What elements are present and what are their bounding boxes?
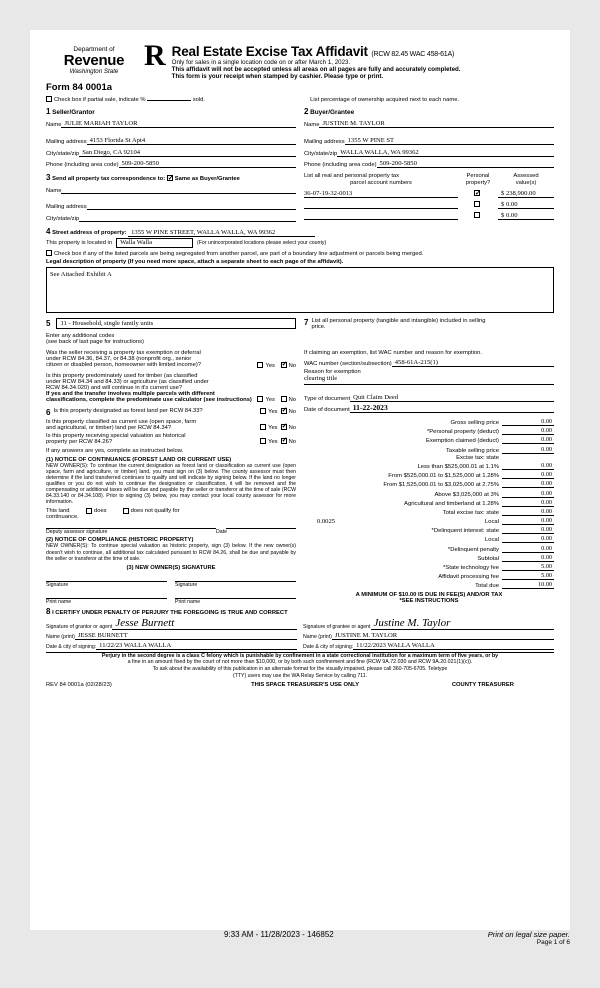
buyer-citystatezip[interactable]: WALLA WALLA, WA 99362 [337,149,554,157]
buyer-mailing-label: Mailing address [304,139,345,145]
parcel-heading-2: parcel account numbers [350,179,412,186]
doc-date-label: Date of document [304,407,350,413]
sec7-num: 7 [304,317,309,327]
same-as-buyer-label: Same as Buyer/Grantee [174,176,240,182]
seller-citystatezip-label: City/state/zip [46,150,80,157]
rev-number: REV 84 0001a (02/28/23) [46,682,112,689]
sec6-q3-yes-checkbox[interactable] [260,438,266,444]
sec5-exemption-question [46,350,296,369]
money-value[interactable]: 0.00 [502,517,554,525]
sec6-print-label-1: Print name [46,598,72,605]
doc-type-label: Type of document [304,395,351,402]
money-label: Agricultural and timberland at 1.28% [404,500,499,507]
money-label: Total due [475,583,499,590]
sec6-does: does [94,508,107,515]
sec6-n3-title: (3) NEW OWNER(S) SIGNATURE [126,564,216,571]
buyer-citystatezip-label: City/state/zip [304,150,338,157]
table-row [304,186,554,197]
wac-value[interactable]: 458-61A-215(1) [392,359,554,367]
buyer-num: 2 [304,107,309,116]
availability-line-2: (TTY) users may use the WA Relay Service by calling 711. [232,672,368,679]
money-value[interactable]: 0.00 [502,471,554,479]
money-value[interactable]: 5.00 [502,572,554,580]
affidavit-page [30,30,570,930]
sec5-classified-no-label: No [288,396,296,403]
use-code-field[interactable]: 11 - Household, single family units [56,318,296,329]
partial-sale-checkbox[interactable] [46,96,52,102]
title-reference: (RCW 82.45 WAC 458-61A) [371,51,455,58]
money-value[interactable]: 0.00 [502,526,554,534]
parcel-personal-checkbox[interactable] [474,190,480,196]
parcel-assessed[interactable]: $ 0.00 [498,197,554,208]
availability-line-1: To ask about the availability of this publication in an alternate format for the visually impaired, please call 360-705-6705. Teletype [152,666,448,673]
sec4-heading: Street address of property: [52,229,127,236]
sec6-date-label: Date [216,529,227,536]
buyer-name[interactable]: JUSTINE M. TAYLOR [319,120,554,128]
money-label: Above $3,025,000 at 3% [434,491,499,498]
seller-phone[interactable]: 509-200-5850 [119,160,296,168]
parcel-number[interactable]: 36-07-19-32-0013 [304,186,458,197]
sec6-does-not: does not qualify for [130,508,180,515]
sec6-q1-yes-checkbox[interactable] [260,408,266,414]
sec4-address[interactable]: 1355 W PINE STREET, WALLA WALLA, WA 99362 [128,229,315,237]
money-value[interactable]: 0.00 [502,427,554,435]
legal-description-box[interactable] [46,267,554,313]
sec6-q3-2: property per RCW 84.26? [46,438,113,445]
parcel-personal-checkbox[interactable] [474,212,480,218]
sec6-sig-label-2: Signature [175,581,198,588]
parcel-rows [304,186,554,219]
page-indicator: Page 1 of 6 [536,939,570,946]
sec6-assessor-sig-label: Deputy assessor signature [46,529,108,536]
page-title [172,44,554,59]
header-sub2: This affidavit will not be accepted unless all areas on all pages are fully and accurately completed. [171,66,461,73]
parcel-assessed[interactable]: $ 238,900.00 [498,186,554,197]
money-label: Excise tax: state [456,454,499,461]
sec6-thisland: This land [46,508,70,515]
minimum-note-2: *SEE INSTRUCTIONS [399,598,459,605]
parcel-col-assessed-2: value(s) [515,179,537,186]
grantor-date-label: Date & city of signing: [46,643,97,650]
money-value[interactable]: 0.00 [502,490,554,498]
sec5-exempt-no-label: No [288,362,296,369]
availability-notice [46,666,554,679]
minimum-note-1: A MINIMUM OF $10.00 IS DUE IN FEE(S) AND/OR TAX [355,592,503,599]
parcel-number[interactable] [304,197,458,208]
sec3-citystatezip-label: City/state/zip [46,215,80,222]
sec7-exempt-label: If claiming an exemption, list WAC number and reason for exemption. [304,349,482,356]
money-value[interactable]: 0.00 [502,535,554,543]
sec8-heading: I CERTIFY UNDER PENALTY OF PERJURY THE FOREGOING IS TRUE AND CORRECT [52,609,288,616]
sec7-heading-2: price. [311,323,326,330]
sec5-classified-no-checkbox[interactable] [281,396,287,402]
sec6-n2-body: NEW OWNER(S): To continue special valuation as historic property, sign (3) below. If the new owner(s) doesn't wish to continue, all additional tax calculated pursuant to RCW 84.26, shall be due and payable by the seller or transferor at the time of sale. [46,543,296,562]
section-seller [46,107,296,168]
grantee-print-name[interactable]: JUSTINE M. TAYLOR [332,632,554,640]
title-text: Real Estate Excise Tax Affidavit [171,44,368,59]
sec6-q1: Is this property designated as forest land per RCW 84.33? [53,407,203,414]
sec3-mailing-label: Mailing address [46,204,87,210]
wac-label: WAC number (section/subsection) [304,361,392,367]
parcel-col-assessed-1: Assessed [513,173,539,179]
sec3-citystatezip[interactable] [79,221,296,222]
header-sub1: Only for sales in a single location code on or after March 1, 2023. [171,59,351,66]
grantee-date-label: Date & city of signing: [303,643,354,650]
form-number: Form 84 0001a [46,82,113,93]
sec7-heading-1: List all personal property (tangible and intangible) included in selling [311,317,486,324]
money-value[interactable]: 0.00 [502,554,554,562]
money-label: From $525,000.01 to $1,525,000 at 1.28% [388,473,499,480]
document-header [46,39,554,80]
sec3-name-label: Name [46,187,62,194]
money-label: Exemption claimed (deduct) [425,438,499,445]
money-value[interactable]: 0.00 [502,418,554,426]
sec8-num: 8 [46,606,51,616]
header-sub3: This form is your receipt when stamped by cashier. Please type or print. [171,73,384,80]
section-selling-price [304,318,554,605]
section-correspondence [46,173,296,222]
sec3-name[interactable] [61,193,296,194]
sec6-q1-no-checkbox[interactable] [281,408,287,414]
parcel-col-personal: Personal property? [465,173,491,186]
seller-mailing-label: Mailing address [46,139,87,145]
sec6-q2-no-checkbox[interactable] [281,424,287,430]
money-value[interactable]: 0.00 [502,480,554,488]
treasurer-space-label: THIS SPACE TREASURER'S USE ONLY [251,682,360,689]
print-note [488,930,570,946]
seller-name[interactable]: JULIE MARIAH TAYLOR [61,120,296,128]
sec5-q-classified-4: If yes and the transfer involves multiple parcels with different classifications, complete the predominate use calculator (see instructions) [46,390,252,403]
land-does-qualify-checkbox[interactable] [86,508,92,514]
section-use-code [46,318,296,329]
grantee-sig-label: Signature of grantee or agent [303,623,371,630]
same-as-buyer-checkbox[interactable] [167,175,173,181]
sec4-located-label: This property is located in [46,239,113,246]
money-value[interactable]: 0.00 [502,499,554,507]
partial-sale-row [46,96,310,103]
money-label: Subtotal [477,555,499,562]
money-label: Less than $525,000.01 at 1.1% [417,463,499,470]
grantor-print-label: Name (print) [46,633,75,640]
money-value[interactable]: 0.00 [502,545,554,553]
money-value[interactable]: 0.00 [502,446,554,454]
sec5-exempt-yes-checkbox[interactable] [257,362,263,368]
section-certification [46,607,554,650]
local-rate: 0.0025 [316,518,336,526]
sec5-q-classified-1: Is this property predominately used for timber (as classified [46,372,198,379]
doc-date-value[interactable]: 11-22-2023 [350,403,554,413]
money-label: *Delinquent penalty [447,546,499,553]
parcel-assessed[interactable]: $ 0.00 [498,208,554,219]
money-label: *State technology fee [442,565,499,571]
sec3-heading: Send all property tax correspondence to: [52,176,166,182]
money-label: Taxable selling price [445,447,499,454]
money-label: *Personal property (deduct) [426,429,499,436]
seller-name-label: Name [46,121,62,128]
sec5-q-classified-3: RCW 84.34.020) and will continue in it's current use? [46,384,183,391]
money-label: Gross selling price [450,420,499,426]
dept-line1: Department of [73,46,115,53]
sec5-classified-yes-checkbox[interactable] [257,396,263,402]
section-continuance: 6 Is this property designated as forest land per RCW 84.33? Yes ✓ No Is this property classified as current use (open space, farm and agricultural, or timber) land per RCW 84.34? Yes ✓ No Is this property receiving special valuation as historical property per RCW 84.26? Yes ✓ No If any answers are yes, complete as instructed below. (1) NOTICE OF CONTINUANCE (FOREST LAND OR CURRENT USE) NEW OWNER(S): To continue the current designation as forest land or classification as current use (open space, farm and agriculture, or timber) land, you must sign on (3) below. The county assessor must then determine if the land transferred continues to qualify and will indicate by signing below. If the land no longer qualifies or you do not wish to continue the designation or classification, it will be removed and the compensating or additional taxes will be due and payable by the seller or transferor at the time of sale (RCW 84.33.140 or 84.34.108). Prior to signing (3) below, you may contact your local county assessor for more information. This land does does not qualify for continuance. Deputy assessor signature Date (2) NOTICE OF COMPLIANCE (HISTORIC PROPERTY) NEW OWNER(S): To continue special valuation as historic property, sign (3) below. If the new owner(s) doesn't wish to continue, all additional tax calculated pursuant to RCW 84.26, shall be due and payable by the seller or transferor at the time of sale. (3) NEW OWNER(S) SIGNATURE Signature Signature Print name Print name [46,408,296,605]
sec5-q-exempt-3: citizen or disabled person, homeowner with limited income)? [46,361,201,368]
money-value[interactable]: 0.00 [502,508,554,516]
buyer-mailing[interactable]: 1355 W PINE ST [345,137,554,145]
sec6-q3-1: Is this property receiving special valuation as historical [46,432,186,439]
seller-citystatezip[interactable]: San Diego, CA 92104 [79,149,296,157]
buyer-heading: Buyer/Grantee [310,109,355,116]
section-buyer [304,107,554,168]
dept-line2: Revenue [63,52,125,69]
footer-row [46,682,554,688]
sec6-n1-body: NEW OWNER(S): To continue the current designation as forest land or classification as current use (open space, farm and agriculture, or timber) land, you must sign on (3) below. The county assessor must then determine if the land transferred continues to qualify and will indicate by signing below. If the land no longer qualifies or you do not wish to continue the designation or classification, it will be removed and the compensating or additional taxes will be due and payable by the seller or transferor at the time of sale (RCW 84.33.140 or 84.34.108). Prior to signing (3) below, you may contact your local county assessor for more information. [46,462,296,506]
seller-heading: Seller/Grantor [52,109,95,116]
sec6-q3-no-checkbox[interactable] [281,438,287,444]
grantor-date-city[interactable]: 11/22/23 WALLA WALLA [96,642,297,650]
sec6-sig-label-1: Signature [46,581,69,588]
sec6-num: 6 [46,407,51,417]
segregation-checkbox[interactable] [46,250,52,256]
sec4-legal-label: Legal description of property (If you need more space, attach a separate sheet to each page of the affidavit). [46,258,344,265]
grantee-print-label: Name (print) [303,633,332,640]
money-value[interactable]: 0.00 [502,462,554,470]
agency-logo [46,44,142,75]
buyer-name-label: Name [304,121,320,128]
money-label: Total excise tax: state [442,509,499,516]
sec6-n2-title: (2) NOTICE OF COMPLIANCE (HISTORIC PROPERTY) [46,537,194,544]
sec5-exempt-no-checkbox[interactable] [281,362,287,368]
money-label: From $1,525,000.01 to $3,025,000 at 2.75% [383,482,499,489]
parcel-personal-checkbox[interactable] [474,201,480,207]
sec6-q2-yes-checkbox[interactable] [260,424,266,430]
parcel-table [304,173,554,222]
sec5-q-exempt-2: under RCW 84.36, 84.37, or 84.38 (nonprofit org., senior [46,355,192,362]
parcel-heading-1: List all real and personal property tax [304,173,400,179]
sec4-located-note: (For unincorporated locations please select your county) [197,239,327,246]
sec6-continuance: continuance. [46,514,79,521]
money-label: *Delinquent interest: state [431,528,499,535]
sec5-classified-yes-label: Yes [265,396,275,403]
reason-label: Reason for exemption [304,369,361,375]
sec5-enter-codes-1: Enter any additional codes [46,332,115,339]
money-label: Local [484,537,499,544]
sec5-num: 5 [46,318,51,328]
partial-sale-label-b: sold. [192,97,206,103]
sec4-located-value[interactable]: Walla Walla [116,238,193,248]
section-property-address [46,227,554,313]
grantor-print-name[interactable]: JESSE BURNETT [75,632,297,640]
money-value[interactable]: 5.00 [502,563,554,571]
sec6-q2-2: and agricultural, or timber) land per RCW 84.34? [46,424,172,431]
land-does-not-qualify-checkbox[interactable] [123,508,129,514]
perjury-notice [46,653,554,666]
sec5-q-exempt-1: Was the seller receiving a property tax exemption or deferral [46,349,201,356]
sec5-exempt-yes-label: Yes [265,362,275,369]
sec6-n1-title: (1) NOTICE OF CONTINUANCE (FOREST LAND OR CURRENT USE) [46,456,232,463]
partial-sale-percent[interactable] [147,100,191,101]
seller-phone-label: Phone (including area code) [46,162,119,168]
buyer-phone-label: Phone (including area code) [304,162,377,168]
sec6-instr: If any answers are yes, complete as instructed below. [46,447,184,454]
buyer-phone[interactable]: 509-200-5850 [377,160,554,168]
legal-size-note: Print on legal size paper. [487,930,570,939]
sec5-classified-question [46,373,296,403]
sec6-print-label-2: Print name [175,598,201,605]
sec4-num: 4 [46,226,51,236]
money-label: Affidavit processing fee [438,574,499,581]
sec3-mailing[interactable] [87,209,296,210]
money-rows [304,418,554,589]
legal-description-value: See Attached Exhibit A [50,270,112,278]
money-label: Local [484,519,499,526]
grantee-date-city[interactable]: 11/22/2023 WALLA WALLA [353,642,554,650]
doc-type-value[interactable]: Quit Claim Deed [350,394,554,402]
grantor-signature[interactable]: Jesse Burnett [112,617,297,630]
grantee-signature[interactable]: Justine M. Taylor [371,617,555,630]
county-treasurer-label: COUNTY TREASURER [451,682,514,689]
partial-sale-label-a: Check box if partial sale, indicate % [54,97,146,103]
grantor-sig-label: Signature of grantor or agent [46,623,113,630]
sec5-q-classified-2: under RCW 84.34 and 84.33) or agriculture (as classified under [46,378,209,385]
money-value[interactable]: 10.00 [502,581,554,589]
sec3-num: 3 [46,173,51,182]
timestamp-stamp: 9:33 AM - 11/28/2023 - 146852 [224,930,334,939]
sec5-enter-codes-2: (see back of last page for instructions) [46,338,144,345]
perjury-line-1: Perjury in the second degree is a class C felony which is punishable by confinement in a state correctional institution for a maximum term of five years, or by [101,652,499,659]
revenue-r-icon: R [144,39,166,72]
perjury-line-2: a fine in an amount fixed by the court of not more than $10,000, or by both such confinement and fine (RCW 9A.72.030 and RCW 9A.20.021(1)(c)). [127,659,473,666]
ownership-note: List percentage of ownership acquired next to each name. [310,97,460,103]
sec6-q2-1: Is this property classified as current use (open space, farm [46,418,197,425]
parcel-number[interactable] [304,208,458,219]
money-value[interactable]: 0.00 [502,436,554,444]
seller-num: 1 [46,107,51,116]
table-row [304,208,554,219]
reason-value[interactable]: clearing title [304,375,554,385]
sec4-segregate-note: Check box if any of the listed parcels are being segregated from another parcel, are part of a boundary line adjustment or parcels being merged. [54,250,424,257]
table-row [304,197,554,208]
dept-line3: Washington State [69,68,119,75]
seller-mailing[interactable]: 4153 Florida St Apt4 [87,137,296,145]
